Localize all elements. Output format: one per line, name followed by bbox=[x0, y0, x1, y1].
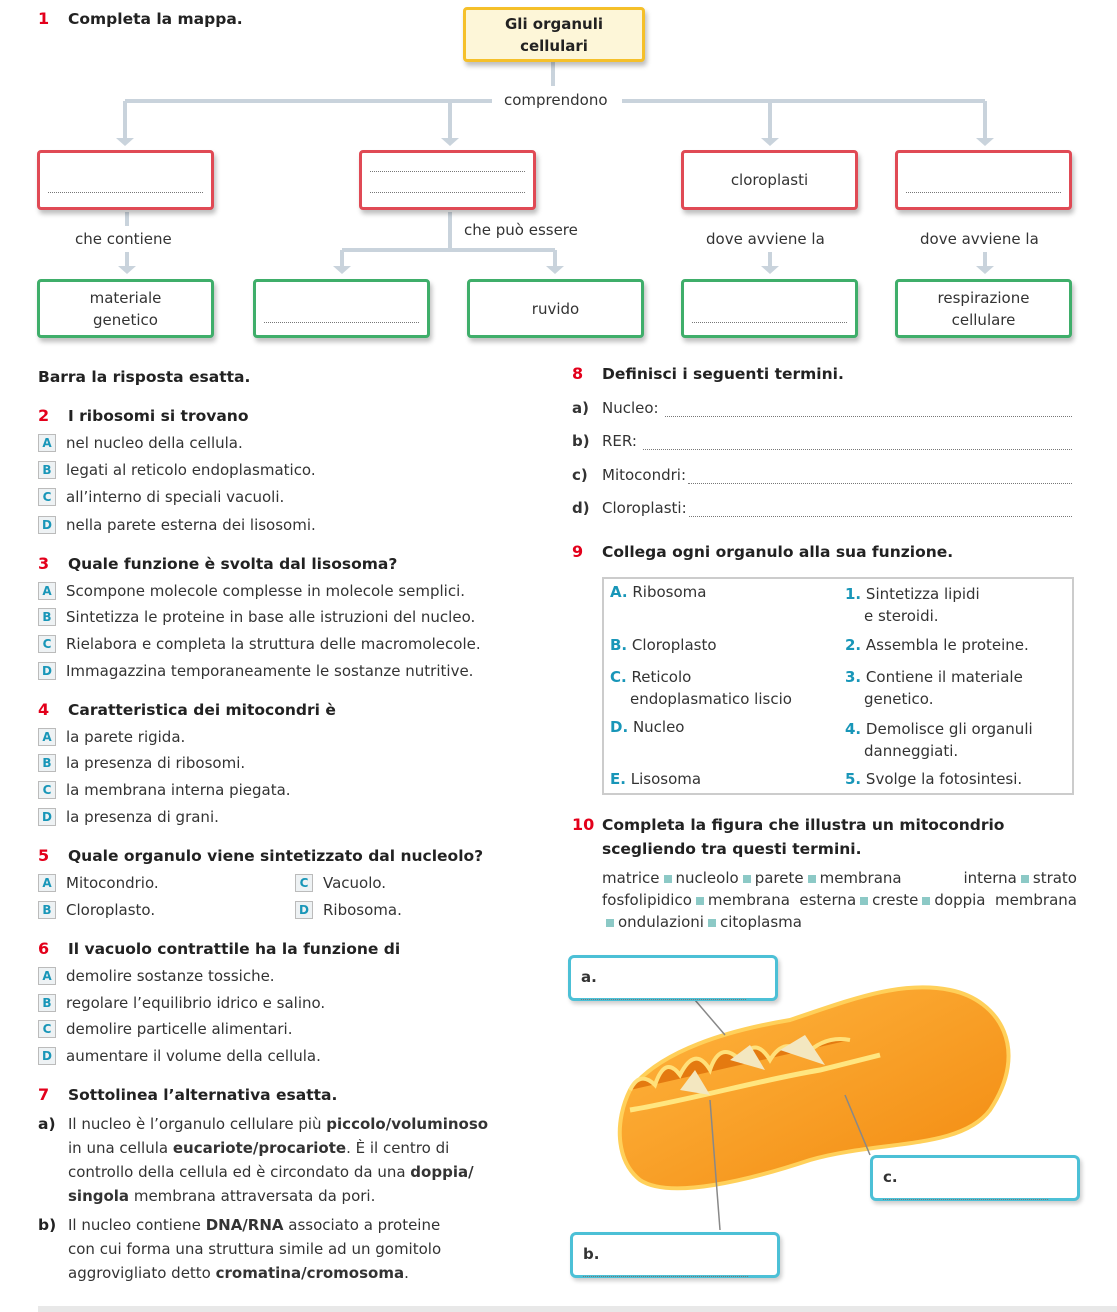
link-label: che contiene bbox=[75, 230, 172, 248]
option-text: Scompone molecole complesse in molecole semplici. bbox=[66, 582, 466, 600]
question-title: Quale organulo viene sintetizzato dal nucleolo? bbox=[68, 847, 484, 865]
option[interactable] bbox=[38, 808, 219, 826]
term: doppia membrana bbox=[934, 891, 1077, 909]
option[interactable] bbox=[38, 901, 155, 919]
option[interactable] bbox=[38, 967, 275, 985]
term-list bbox=[602, 867, 1077, 933]
function-item[interactable]: 4. Demolisce gli organuli danneggiati. bbox=[845, 720, 1033, 760]
option-text: Sintetizza le proteine in base alle istruzioni del nucleo. bbox=[66, 608, 476, 626]
question-title: I ribosomi si trovano bbox=[68, 407, 249, 425]
option[interactable] bbox=[38, 781, 291, 799]
text-line: Il nucleo contiene DNA/RNA associato a proteine bbox=[68, 1216, 441, 1234]
option[interactable] bbox=[38, 516, 316, 534]
question-title: Sottolinea l’alternativa esatta. bbox=[68, 1086, 338, 1104]
instruction: Barra la risposta esatta. bbox=[38, 368, 251, 386]
option-letter: A bbox=[38, 874, 56, 892]
text-line: Il nucleo è l’organulo cellulare più piccolo/voluminoso bbox=[68, 1115, 489, 1133]
option-letter: B bbox=[38, 901, 56, 919]
definition-row[interactable]: b) RER: bbox=[572, 432, 1072, 450]
option[interactable] bbox=[38, 635, 481, 653]
option-text: Cloroplasto. bbox=[66, 901, 156, 919]
option-text: Ribosoma. bbox=[323, 901, 402, 919]
definition-row[interactable]: a) Nucleo: bbox=[572, 399, 1072, 417]
text-line: controllo della cellula ed è circondato da una doppia/ bbox=[68, 1163, 474, 1181]
label-box-a[interactable]: a. bbox=[568, 955, 778, 1001]
option[interactable] bbox=[38, 434, 243, 452]
option-text: legati al reticolo endoplasmatico. bbox=[66, 461, 316, 479]
link-label: comprendono bbox=[504, 91, 608, 109]
option[interactable] bbox=[295, 874, 386, 892]
function-item[interactable]: 5. Svolge la fotosintesi. bbox=[845, 770, 1023, 788]
question-number: 5 bbox=[38, 846, 50, 865]
item-letter: b) bbox=[38, 1216, 57, 1234]
option-text: la membrana interna piegata. bbox=[66, 781, 291, 799]
term: strato fosfolipidico bbox=[602, 869, 1077, 909]
question-number: 8 bbox=[572, 364, 584, 383]
option[interactable] bbox=[38, 728, 185, 746]
term: membrana esterna bbox=[707, 891, 857, 909]
term: ondulazioni bbox=[618, 913, 704, 931]
option-letter: A bbox=[38, 967, 56, 985]
choice[interactable]: DNA/RNA bbox=[205, 1216, 284, 1234]
choice[interactable]: doppia/ bbox=[410, 1163, 474, 1181]
option-text: Immagazzina temporaneamente le sostanze nutritive. bbox=[66, 662, 474, 680]
question-title: Caratteristica dei mitocondri è bbox=[68, 701, 336, 719]
term: creste bbox=[872, 891, 919, 909]
option[interactable] bbox=[38, 662, 473, 680]
question-title: Il vacuolo contrattile ha la funzione di bbox=[68, 940, 401, 958]
option-letter: D bbox=[295, 901, 313, 919]
link-label: dove avviene la bbox=[706, 230, 825, 248]
option-letter: D bbox=[38, 516, 56, 534]
question-number: 2 bbox=[38, 406, 50, 425]
question-number: 6 bbox=[38, 939, 50, 958]
option-text: demolire sostanze tossiche. bbox=[66, 967, 275, 985]
option-text: aumentare il volume della cellula. bbox=[66, 1047, 321, 1065]
option[interactable] bbox=[38, 874, 159, 892]
option-text: la parete rigida. bbox=[66, 728, 186, 746]
option-letter: C bbox=[38, 1020, 56, 1038]
node-materiale-genetico: materiale genetico bbox=[37, 279, 214, 338]
question-number: 10 bbox=[572, 815, 595, 834]
organelle-item[interactable]: D. Nucleo bbox=[610, 718, 685, 736]
choice[interactable]: singola bbox=[68, 1187, 130, 1205]
question-title: Collega ogni organulo alla sua funzione. bbox=[602, 543, 954, 561]
text-line: in una cellula eucariote/procariote. È il centro di bbox=[68, 1139, 450, 1157]
option-text: nella parete esterna dei lisosomi. bbox=[66, 516, 316, 534]
option[interactable] bbox=[38, 754, 245, 772]
definition-row[interactable]: d) Cloroplasti: bbox=[572, 499, 1072, 517]
text-line: aggrovigliato detto cromatina/cromosoma. bbox=[68, 1264, 409, 1282]
blank-node-2[interactable] bbox=[359, 150, 536, 210]
question-title-line2: scegliendo tra questi termini. bbox=[602, 840, 862, 858]
option[interactable] bbox=[295, 901, 402, 919]
option-letter: C bbox=[38, 781, 56, 799]
option-letter: A bbox=[38, 728, 56, 746]
label-box-c[interactable]: c. bbox=[870, 1155, 1080, 1201]
question-title: Definisci i seguenti termini. bbox=[602, 365, 844, 383]
option-letter: B bbox=[38, 461, 56, 479]
term: membrana interna bbox=[819, 869, 1017, 887]
option-letter: A bbox=[38, 434, 56, 452]
term: matrice bbox=[602, 869, 660, 887]
blank-node-1[interactable] bbox=[37, 150, 214, 210]
option-text: all’interno di speciali vacuoli. bbox=[66, 488, 285, 506]
option-text: la presenza di grani. bbox=[66, 808, 219, 826]
option-letter: B bbox=[38, 754, 56, 772]
question-number: 7 bbox=[38, 1085, 50, 1104]
term: nucleolo bbox=[675, 869, 739, 887]
organelle-item[interactable]: A. Ribosoma bbox=[610, 583, 707, 601]
question-title: Completa la mappa. bbox=[68, 10, 243, 28]
question-title: Completa la figura che illustra un mitocondrio bbox=[602, 816, 1005, 834]
question-number: 3 bbox=[38, 554, 50, 573]
option-letter: D bbox=[38, 808, 56, 826]
option[interactable] bbox=[38, 582, 465, 600]
option-letter: B bbox=[38, 608, 56, 626]
option[interactable] bbox=[38, 1020, 293, 1038]
term: citoplasma bbox=[719, 913, 802, 931]
option-text: Mitocondrio. bbox=[66, 874, 159, 892]
node-ruvido: ruvido bbox=[467, 279, 644, 338]
organelle-item[interactable]: E. Lisosoma bbox=[610, 770, 702, 788]
page-footer-rule bbox=[38, 1306, 1117, 1312]
option-letter: D bbox=[38, 1047, 56, 1065]
option-letter: D bbox=[38, 662, 56, 680]
option-letter: C bbox=[38, 635, 56, 653]
question-number: 1 bbox=[38, 9, 50, 28]
node-cloroplasti: cloroplasti bbox=[681, 150, 858, 210]
definition-row[interactable]: c) Mitocondri: bbox=[572, 466, 1072, 484]
option-text: regolare l’equilibrio idrico e salino. bbox=[66, 994, 326, 1012]
option[interactable] bbox=[38, 1047, 321, 1065]
option-text: la presenza di ribosomi. bbox=[66, 754, 246, 772]
blank-node-4[interactable] bbox=[253, 279, 430, 338]
blank-node-5[interactable] bbox=[681, 279, 858, 338]
option[interactable] bbox=[38, 488, 284, 506]
option-letter: C bbox=[295, 874, 313, 892]
choice[interactable]: eucariote/procariote bbox=[172, 1139, 347, 1157]
link-label: dove avviene la bbox=[920, 230, 1039, 248]
organelle-item[interactable]: B. Cloroplasto bbox=[610, 636, 717, 654]
choice[interactable]: cromatina/cromosoma bbox=[215, 1264, 405, 1282]
function-item[interactable]: 3. Contiene il materiale genetico. bbox=[845, 668, 1023, 708]
link-label: che può essere bbox=[464, 221, 578, 239]
option-text: Vacuolo. bbox=[323, 874, 387, 892]
question-title: Quale funzione è svolta dal lisosoma? bbox=[68, 555, 398, 573]
text-line: singola membrana attraversata da pori. bbox=[68, 1187, 376, 1205]
option[interactable] bbox=[38, 461, 316, 479]
node-respirazione: respirazione cellulare bbox=[895, 279, 1072, 338]
option[interactable] bbox=[38, 994, 325, 1012]
label-box-b[interactable]: b. bbox=[570, 1232, 780, 1278]
option-text: demolire particelle alimentari. bbox=[66, 1020, 293, 1038]
function-item[interactable]: 1. Sintetizza lipidi e steroidi. bbox=[845, 585, 980, 625]
organelle-item[interactable]: C. Reticolo endoplasmatico liscio bbox=[610, 668, 792, 708]
text-line: con cui forma una struttura simile ad un gomitolo bbox=[68, 1240, 442, 1258]
option-letter: A bbox=[38, 582, 56, 600]
option[interactable] bbox=[38, 608, 475, 626]
root-node: Gli organuli cellulari bbox=[463, 7, 645, 62]
question-number: 4 bbox=[38, 700, 50, 719]
choice[interactable]: piccolo/voluminoso bbox=[326, 1115, 489, 1133]
function-item[interactable]: 2. Assembla le proteine. bbox=[845, 636, 1029, 654]
option-text: nel nucleo della cellula. bbox=[66, 434, 243, 452]
item-letter: a) bbox=[38, 1115, 56, 1133]
option-letter: C bbox=[38, 488, 56, 506]
term: parete bbox=[754, 869, 804, 887]
blank-node-3[interactable] bbox=[895, 150, 1072, 210]
question-number: 9 bbox=[572, 542, 584, 561]
option-text: Rielabora e completa la struttura delle macromolecole. bbox=[66, 635, 481, 653]
option-letter: B bbox=[38, 994, 56, 1012]
